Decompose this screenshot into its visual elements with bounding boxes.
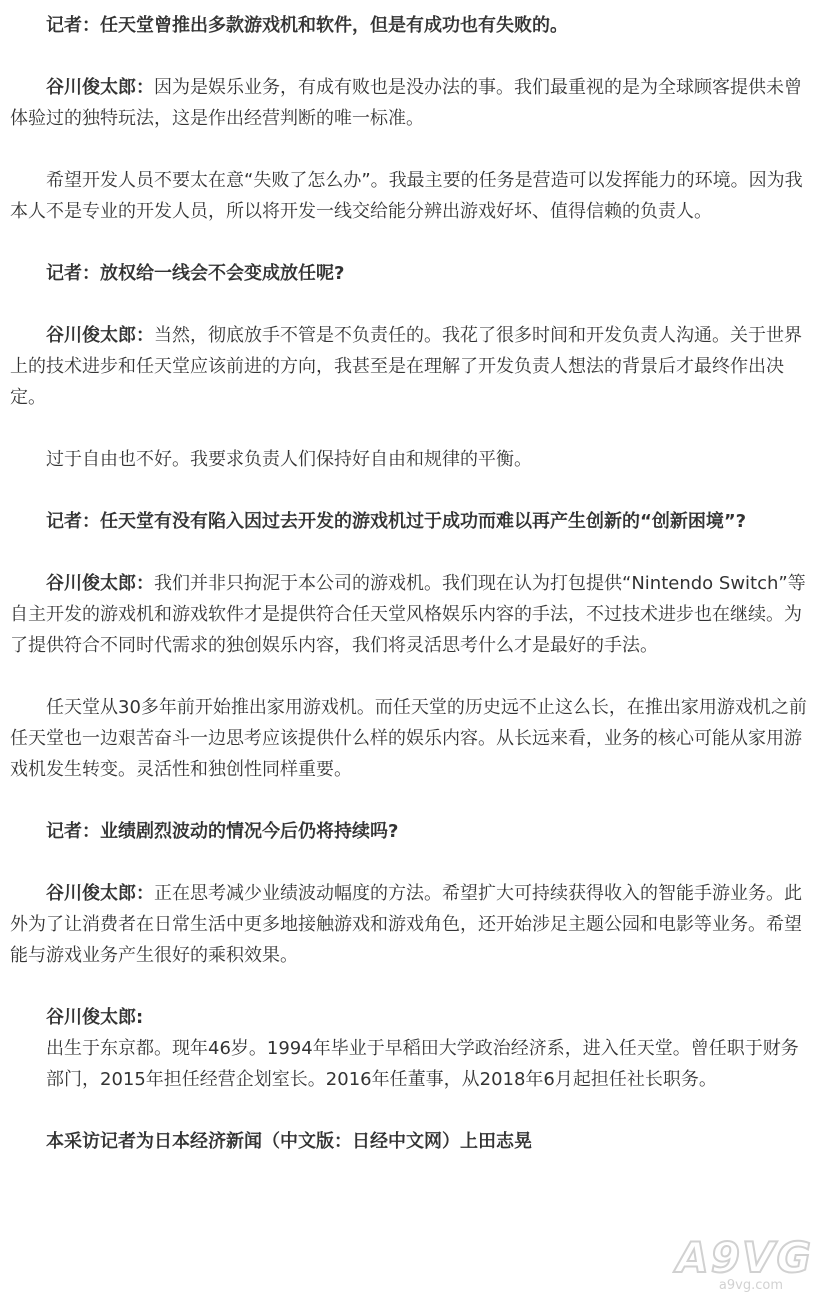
answer-text: 当然，彻底放手不管是不负责任的。我花了很多时间和开发负责人沟通。关于世界上的技术进步和任天堂应该前进的方向，我甚至是在理解了开发负责人想法的背景后才最终作出决定。 (10, 325, 802, 408)
reporter-question: 记者：业绩剧烈波动的情况今后仍将持续吗? (46, 821, 399, 842)
bio-heading: 谷川俊太郎: (46, 1007, 144, 1028)
watermark-logo-text: A9VG (676, 1233, 813, 1282)
watermark-url: a9vg.com (718, 1278, 783, 1293)
answer-text: 正在思考减少业绩波动幅度的方法。希望扩大可持续获得收入的智能手游业务。此外为了让消费者在日常生活中更多地接触游戏和游戏角色，还开始涉足主题公园和电影等业务。希望能与游戏业务产生很好的乘积效果。 (10, 883, 802, 966)
interviewee-answer (10, 878, 816, 971)
answer-paragraph: 过于自由也不好。我要求负责人们保持好自由和规律的平衡。 (46, 449, 532, 470)
answer-text: 我们并非只拘泥于本公司的游戏机。我们现在认为打包提供“Nintendo Switch”等自主开发的游戏机和游戏软件才是提供符合任天堂风格娱乐内容的手法，不过技术进步也在继续。为了提供符合不同时代需求的独创娱乐内容，我们将灵活思考什么才是最好的手法。 (10, 573, 806, 656)
reporter-question: 记者：任天堂有没有陷入因过去开发的游戏机过于成功而难以再产生创新的“创新困境”? (46, 511, 747, 532)
article-body (10, 10, 816, 1157)
answer-paragraph: 任天堂从30多年前开始推出家用游戏机。而任天堂的历史远不止这么长，在推出家用游戏机之前任天堂也一边艰苦奋斗一边思考应该提供什么样的娱乐内容。从长远来看，业务的核心可能从家用游戏机发生转变。灵活性和独创性同样重要。 (10, 697, 807, 780)
interviewee-answer (10, 320, 816, 413)
speaker-label: 谷川俊太郎： (46, 573, 154, 594)
answer-text: 因为是娱乐业务，有成有败也是没办法的事。我们最重视的是为全球顾客提供未曾体验过的独特玩法，这是作出经营判断的唯一标准。 (10, 77, 802, 129)
reporter-question: 记者：放权给一线会不会变成放任呢? (46, 263, 345, 284)
interviewee-answer (10, 568, 816, 661)
speaker-label: 谷川俊太郎： (46, 883, 154, 904)
watermark-logo (633, 1233, 813, 1293)
speaker-label: 谷川俊太郎： (46, 325, 154, 346)
interviewee-answer (10, 72, 816, 134)
reporter-credit: 本采访记者为日本经济新闻（中文版：日经中文网）上田志晃 (46, 1131, 532, 1152)
reporter-question: 记者：任天堂曾推出多款游戏机和软件，但是有成功也有失败的。 (46, 15, 568, 36)
bio-text: 出生于东京都。现年46岁。1994年毕业于早稻田大学政治经济系，进入任天堂。曾任职于财务部门，2015年担任经营企划室长。2016年任董事，从2018年6月起担任社长职务。 (46, 1038, 799, 1090)
answer-paragraph: 希望开发人员不要太在意“失败了怎么办”。我最主要的任务是营造可以发挥能力的环境。因为我本人不是专业的开发人员，所以将开发一线交给能分辨出游戏好坏、值得信赖的负责人。 (10, 170, 803, 222)
speaker-label: 谷川俊太郎： (46, 77, 154, 98)
